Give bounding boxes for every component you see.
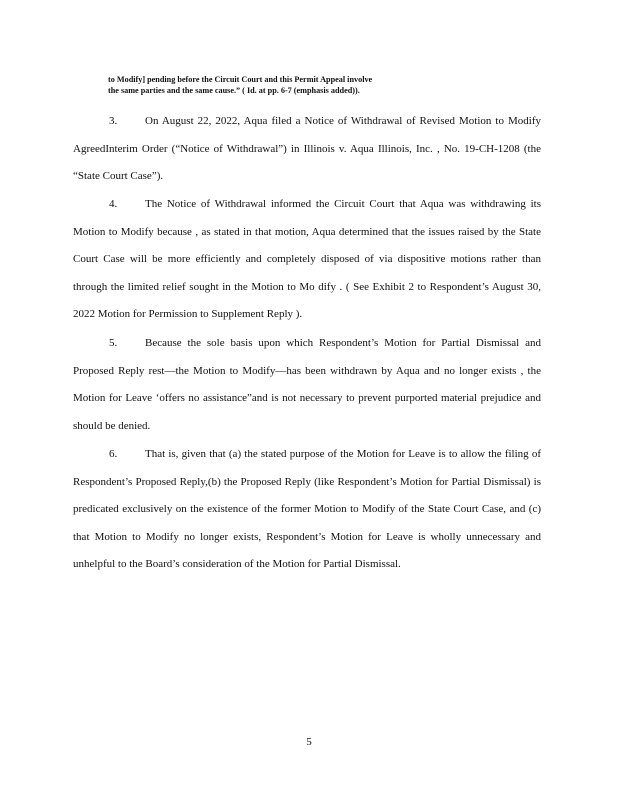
- paragraph-6: [73, 441, 541, 579]
- paragraph-text: That is, given that (a) the stated purpose of the Motion for Leave is to allow the filing of Respondent’s Proposed Reply,(b) the Proposed Reply (like Respondent’s Motion for Partial Dismissal) is predicated exclusively on the existence of the former Motion to Modify of the State Court Case, and (c) that Motion to Modify no longer exists, Respondent’s Motion for Leave is wholly unnecessary and unhelpful to the Board’s consideration of the Motion for Partial Dismissal.: [73, 448, 541, 571]
- quote-line-1: to Modify] pending before the Circuit Court and this Permit Appeal involve: [108, 75, 373, 84]
- page-number: 5: [306, 736, 312, 748]
- paragraph-number: 6.: [109, 448, 118, 460]
- paragraph-number: 4.: [109, 198, 118, 210]
- paragraph-number: 3.: [109, 115, 118, 127]
- paragraph-text: On August 22, 2022, Aqua filed a Notice of Withdrawal of Revised Motion to Modify AgreedInterim Order (“Notice of Withdrawal”) in Illinois v. Aqua Illinois, Inc. , No. 19-CH-1208 (the “State Court Case”).: [73, 115, 541, 183]
- paragraph-3: [73, 108, 541, 191]
- paragraph-4: [73, 191, 541, 329]
- paragraph-text: The Notice of Withdrawal informed the Circuit Court that Aqua was withdrawing its Motion to Modify because , as stated in that motion, Aqua determined that the issues raised by the State Court Case will be more efficiently and completely disposed of via dispositive motions rather than through the limited relief sought in the Motion to Mo dify . ( See Exhibit 2 to Respondent’s August 30, 2022 Motion for Permission to Supplement Reply ).: [73, 198, 541, 321]
- quote-line-2: the same parties and the same cause.” ( Id. at pp. 6-7 (emphasis added)).: [108, 86, 360, 95]
- block-quote: [108, 74, 498, 96]
- paragraph-number: 5.: [109, 337, 118, 349]
- paragraph-text: Because the sole basis upon which Respondent’s Motion for Partial Dismissal and Proposed Reply rest—the Motion to Modify—has been withdrawn by Aqua and no longer exists , the Motion for Leave ‘offers no assistance”and is not necessary to prevent purported material prejudice and should be denied.: [73, 337, 541, 432]
- paragraph-5: [73, 330, 541, 440]
